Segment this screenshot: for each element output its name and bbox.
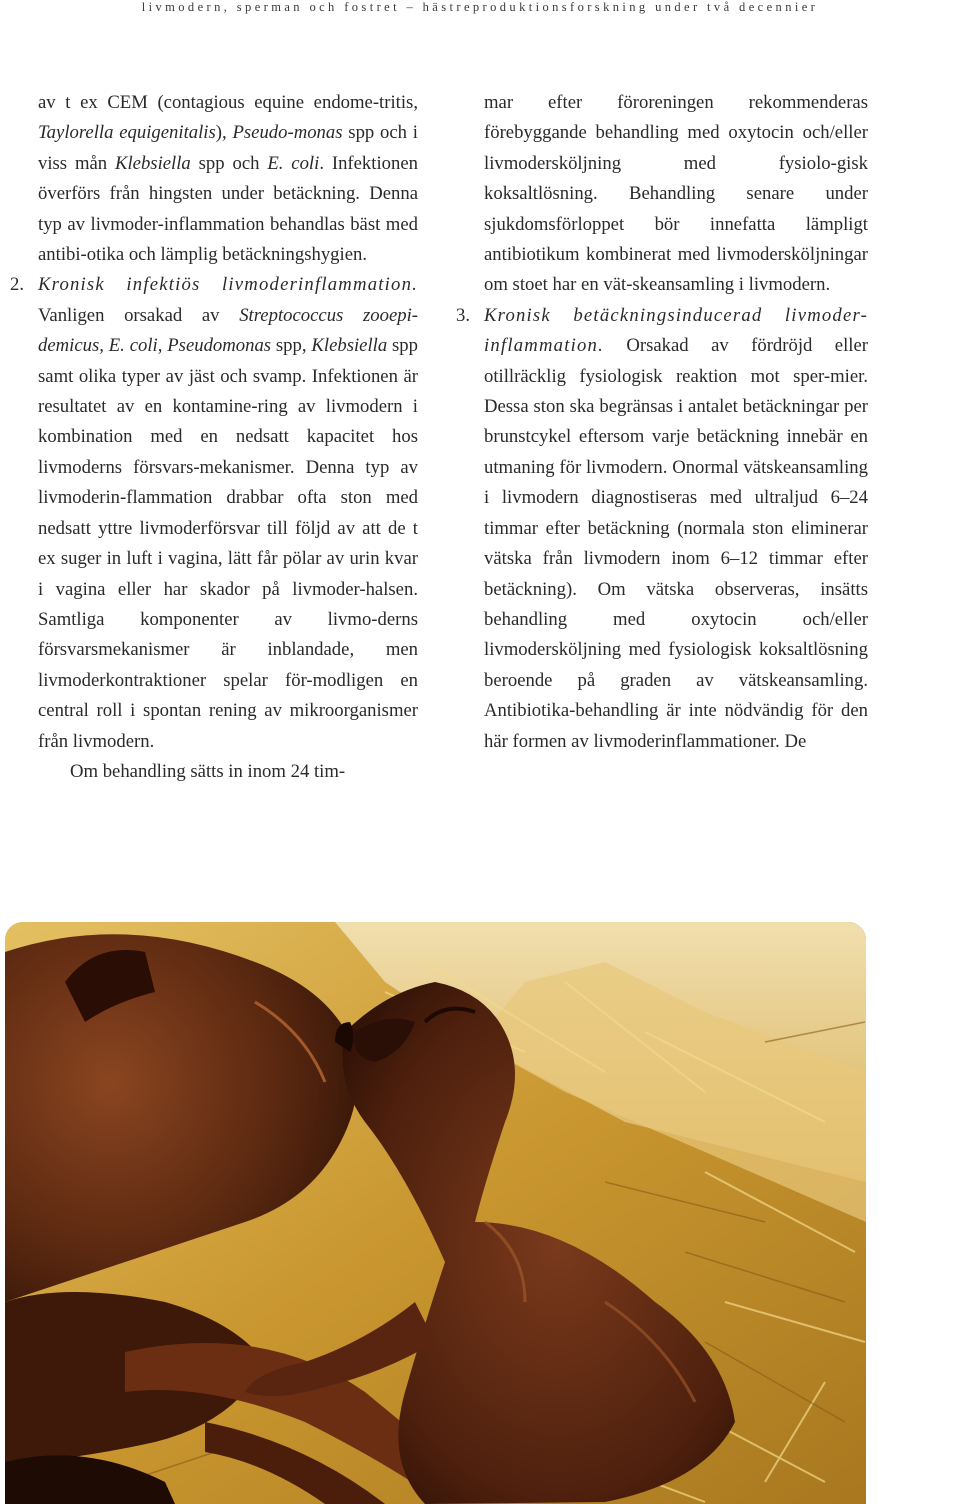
intro-paragraph: av t ex CEM (contagious equine endome-tritis, Taylorella equigenitalis), Pseudo-monas spp och i viss mån Klebsiella spp och E. coli. Infektionen överförs från hingsten under betäckning. Denna typ av livmoder-inflammation behandlas bäst med antibi-otika och lämplig betäckningshygien. — [38, 92, 418, 266]
list-item-2: 2. Kronisk infektiös livmoderinflammation. Vanligen orsakad av Streptococcus zooepi-demicus, E. coli, Pseudomonas spp, Klebsiella spp samt olika typer av jäst och svamp. Infektionen är resultatet av en kontamine-ring av livmodern i kombination med en nedsatt kapacitet hos livmoderns försvars-mekanismer. Denna typ av livmoderin-flammation drabbar ofta ston med nedsatt yttre livmoderförsvar till följd av att de t ex suger in luft i vagina, lätt får pölar av urin kvar i vagina eller har skador på livmoder-halsen. Samtliga komponenter av livmo-derns försvarsmekanismer är inblandade, men livmoderkontraktioner spelar för-modligen en central roll i spontan rening av mikroorganismer från livmodern. — [38, 270, 418, 757]
horse-photo — [5, 922, 866, 1504]
left-column — [10, 88, 418, 787]
running-head: livmodern, sperman och fostret – hästreproduktionsforskning under två decennier — [141, 0, 819, 14]
continued-paragraph: mar efter föroreningen rekommenderas förebyggande behandling med oxytocin och/eller livmodersköljning med fysiolo-gisk koksaltlösning. Behandling senare under sjukdomsförloppet bör innefatta lämpligt antibiotikum kombinerat med livmodersköljningar om stoet har en vät-skeansamling i livmodern. — [484, 92, 868, 296]
list-heading: Kronisk betäckningsinducerad livmoder-inflammation. — [484, 304, 868, 357]
right-column — [456, 88, 868, 757]
list-item-3: 3. Kronisk betäckningsinducerad livmoder-inflammation. Orsakad av fördröjd eller otillräcklig fysiologisk reaktion mot sper-mier. Dessa ston ska begränsas i antalet betäckningar per brunstcykel eftersom varje betäckning innebär en utmaning för livmodern. Onormal vätskeansamling i livmodern diagnostiseras med ultraljud 6–24 timmar efter betäckning (normala ston eliminerar vätska från livmodern inom 6–12 timmar efter betäckning). Om vätska observeras, insätts behandling med oxytocin och/eller livmodersköljning med fysiologisk koksaltlösning beroende på graden av vätskeansamling. Antibiotika-behandling är inte nödvändig för den här formen av livmoderinflammationer. De — [484, 301, 868, 757]
list-heading: Kronisk infektiös livmoderinflammation. — [38, 274, 418, 296]
list-number: 2. — [10, 274, 25, 296]
closing-paragraph: Om behandling sätts in inom 24 tim- — [70, 760, 346, 782]
list-number: 3. — [456, 304, 471, 326]
